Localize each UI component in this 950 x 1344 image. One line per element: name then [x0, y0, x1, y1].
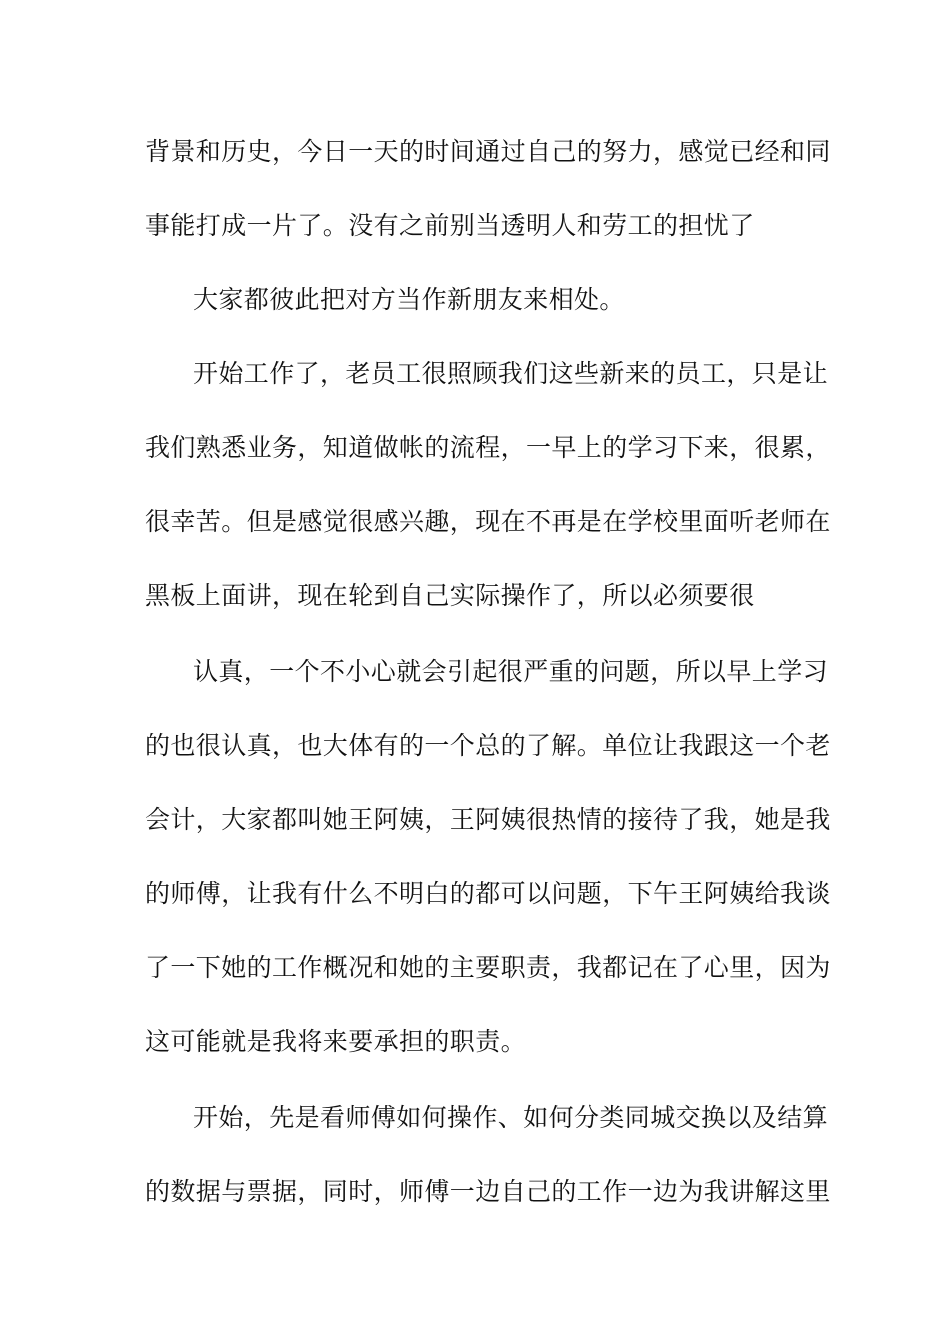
text-line: 很幸苦。但是感觉很感兴趣，现在不再是在学校里面听老师在: [145, 507, 831, 536]
text-line: 我们熟悉业务，知道做帐的流程，一早上的学习下来，很累，: [145, 433, 831, 462]
paragraph-start-line: 大家都彼此把对方当作新朋友来相处。: [193, 285, 625, 314]
text-line: 的数据与票据，同时，师傅一边自己的工作一边为我讲解这里: [145, 1177, 831, 1206]
text-line: 会计，大家都叫她王阿姨，王阿姨很热情的接待了我，她是我: [145, 805, 831, 834]
text-line: 背景和历史，今日一天的时间通过自己的努力，感觉已经和同: [145, 137, 831, 166]
paragraph-start-line: 认真，一个不小心就会引起很严重的问题，所以早上学习: [193, 657, 829, 686]
text-line: 这可能就是我将来要承担的职责。: [145, 1027, 527, 1056]
paragraph-start-line: 开始，先是看师傅如何操作、如何分类同城交换以及结算: [193, 1103, 829, 1132]
text-line: 黑板上面讲，现在轮到自己实际操作了，所以必须要很: [145, 581, 755, 610]
text-line: 的也很认真，也大体有的一个总的了解。单位让我跟这一个老: [145, 731, 831, 760]
text-line: 了一下她的工作概况和她的主要职责，我都记在了心里，因为: [145, 953, 831, 982]
text-line: 事能打成一片了。没有之前别当透明人和劳工的担忧了: [145, 211, 755, 240]
text-line: 的师傅，让我有什么不明白的都可以问题，下午王阿姨给我谈: [145, 879, 831, 908]
paragraph-start-line: 开始工作了，老员工很照顾我们这些新来的员工，只是让: [193, 359, 829, 388]
